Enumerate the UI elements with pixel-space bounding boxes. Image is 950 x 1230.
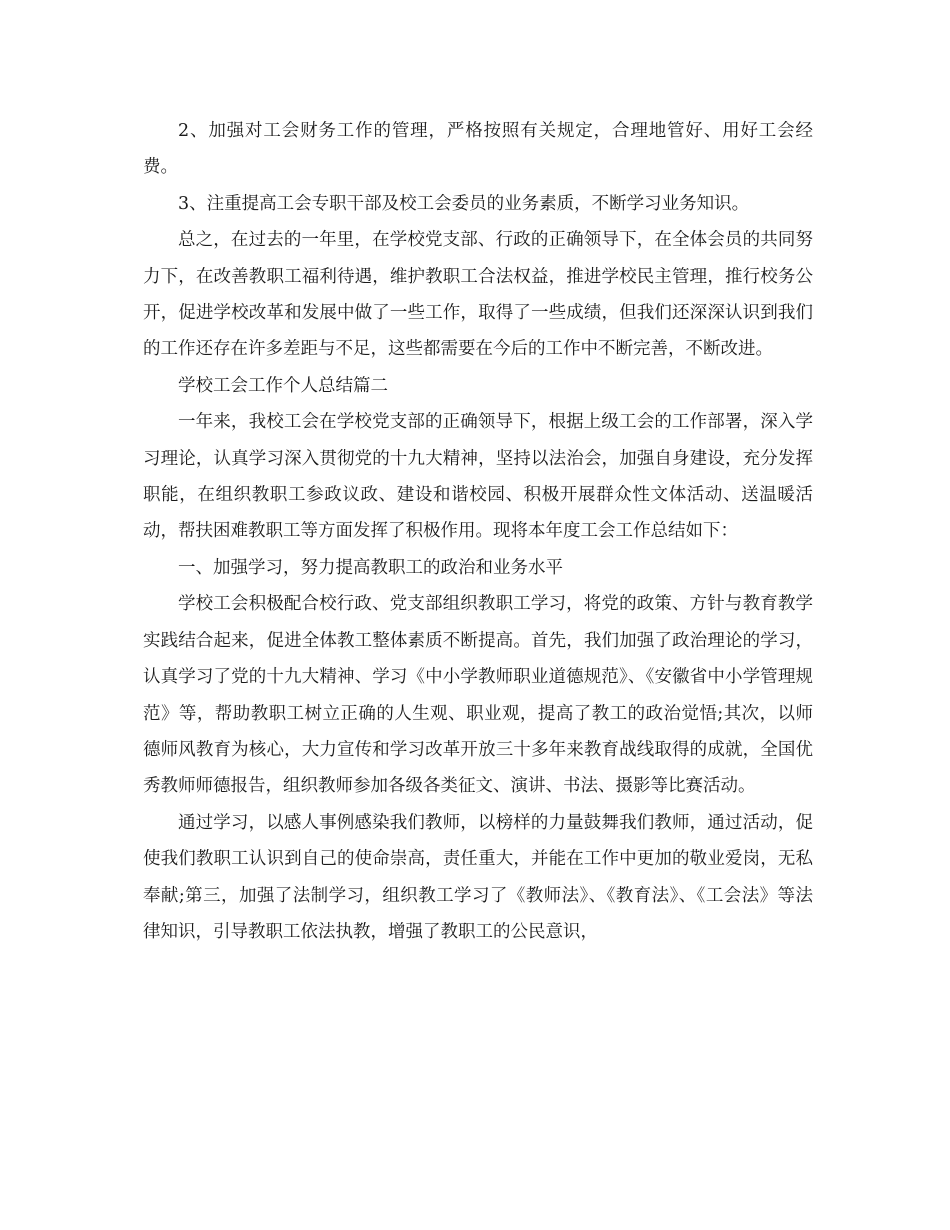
paragraph-study-results: 通过学习，以感人事例感染我们教师，以榜样的力量鼓舞我们教师，通过活动，促使我们教职工认识到自己的使命崇高，责任重大，并能在工作中更加的敬业爱岗，无私奉献;第三，加强了法制学习，组织教工学习了《教师法》、《教育法》、《工会法》等法律知识，引导教职工依法执教，增强了教职工的公民意识， bbox=[143, 812, 813, 942]
paragraph-study-details: 学校工会积极配合校行政、党支部组织教职工学习，将党的政策、方针与教育教学实践结合起来，促进全体教工整体素质不断提高。首先，我们加强了政治理论的学习，认真学习了党的十九大精神、学习《中小学教师职业道德规范》、《安徽省中小学管理规范》等，帮助教职工树立正确的人生观、职业观，提高了教工的政治觉悟;其次，以师德师风教育为核心，大力宣传和学习改革开放三十多年来教育战线取得的成就，全国优秀教师师德报告，组织教师参加各级各类征文、演讲、书法、摄影等比赛活动。 bbox=[143, 594, 813, 797]
section-heading-study: 一、加强学习，努力提高教职工的政治和业务水平 bbox=[178, 557, 563, 578]
paragraph-intro: 一年来，我校工会在学校党支部的正确领导下，根据上级工会的工作部署，深入学习理论，认真学习深入贯彻党的十九大精神，坚持以法治会，加强自身建设，充分发挥职能，在组织教职工参政议政、建设和谐校园、积极开展群众性文体活动、送温暖活动，帮扶困难教职工等方面发挥了积极作用。现将本年度工会工作总结如下： bbox=[143, 412, 813, 542]
document-body bbox=[143, 113, 813, 950]
section-title-part-two: 学校工会工作个人总结篇二 bbox=[178, 375, 388, 396]
paragraph-staff-quality: 3、注重提高工会专职干部及校工会委员的业务素质，不断学习业务知识。 bbox=[178, 193, 750, 214]
paragraph-summary: 总之，在过去的一年里，在学校党支部、行政的正确领导下，在全体会员的共同努力下，在改善教职工福利待遇，维护教职工合法权益，推进学校民主管理，推行校务公开，促进学校改革和发展中做了一些工作，取得了一些成绩，但我们还深深认识到我们的工作还存在许多差距与不足，这些都需要在今后的工作中不断完善，不断改进。 bbox=[143, 230, 813, 360]
paragraph-finance-management: 2、加强对工会财务工作的管理，严格按照有关规定，合理地管好、用好工会经费。 bbox=[143, 121, 813, 178]
